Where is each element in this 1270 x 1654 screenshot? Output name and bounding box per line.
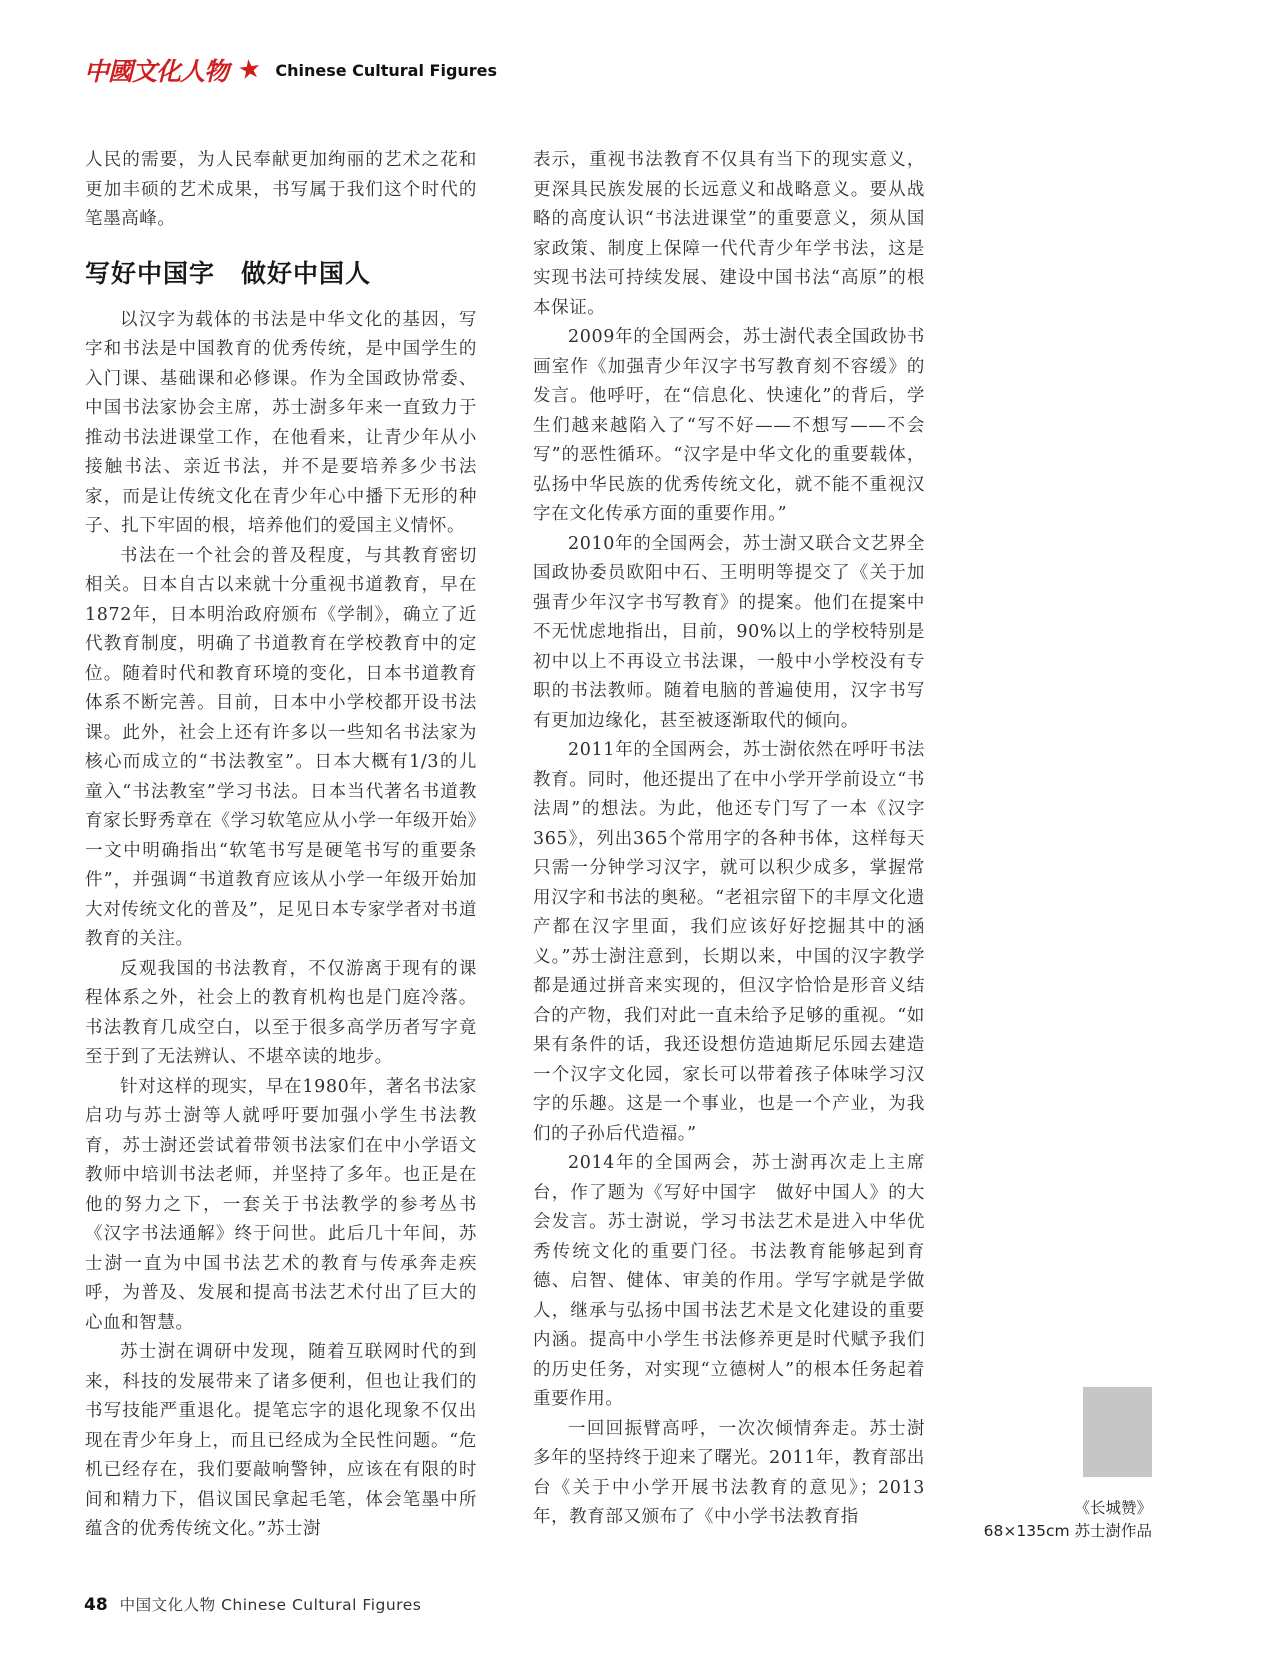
paragraph: 人民的需要，为人民奉献更加绚丽的艺术之花和更加丰硕的艺术成果，书写属于我们这个时代的笔墨高峰。 xyxy=(85,150,477,229)
paragraph: 2014年的全国两会，苏士澍再次走上主席台，作了题为《写好中国字 做好中国人》的大会发言。苏士澍说，学习书法艺术是进入中华优秀传统文化的重要门径。书法教育能够起到育德、启智、健体、审美的作用。学写字就是学做人，继承与弘扬中国书法艺术是文化建设的重要内涵。提高中小学生书法修养更是时代赋予我们的历史任务，对实现“立德树人”的根本任务起着重要作用。 xyxy=(533,1153,925,1409)
paragraph: 以汉字为载体的书法是中华文化的基因，写字和书法是中国教育的优秀传统，是中国学生的入门课、基础课和必修课。作为全国政协常委、中国书法家协会主席，苏士澍多年来一直致力于推动书法进课堂工作，在他看来，让青少年从小接触书法、亲近书法，并不是要培养多少书法家，而是让传统文化在青少年心中播下无形的种子、扎下牢固的根，培养他们的爱国主义情怀。 xyxy=(85,309,477,536)
paragraph: 2009年的全国两会，苏士澍代表全国政协书画室作《加强青少年汉字书写教育刻不容缓》的发言。他呼吁，在“信息化、快速化”的背后，学生们越来越陷入了“写不好——不想写——不会写”的恶性循环。“汉字是中华文化的重要载体，弘扬中华民族的优秀传统文化，就不能不重视汉字在文化传承方面的重要作用。” xyxy=(533,327,925,524)
artwork-figure xyxy=(912,1387,1152,1543)
paragraph: 针对这样的现实，早在1980年，著名书法家启功与苏士澍等人就呼吁要加强小学生书法教育，苏士澍还尝试着带领书法家们在中小学语文教师中培训书法老师，并坚持了多年。也正是在他的努力之下，一套关于书法教学的参考丛书《汉字书法通解》终于问世。此后几十年间，苏士澍一直为中国书法艺术的教育与传承奔走疾呼，为普及、发展和提高书法艺术付出了巨大的心血和智慧。 xyxy=(85,1076,477,1333)
article-column-right xyxy=(533,146,925,1545)
artwork-thumbnail xyxy=(1083,1387,1152,1477)
paragraph: 苏士澍在调研中发现，随着互联网时代的到来，科技的发展带来了诸多便利，但也让我们的书写技能严重退化。提笔忘字的退化现象不仅出现在青少年身上，而且已经成为全民性问题。“危机已经存在，我们要敲响警钟，应该在有限的时间和精力下，倡议国民拿起毛笔，体会笔墨中所蕴含的优秀传统文化。”苏士澍 xyxy=(85,1342,477,1539)
section-heading: 写好中国字 做好中国人 xyxy=(85,258,372,288)
paragraph: 2010年的全国两会，苏士澍又联合文艺界全国政协委员欧阳中石、王明明等提交了《关于加强青少年汉字书写教育》的提案。他们在提案中不无忧虑地指出，目前，90%以上的学校特别是初中以上不再设立书法课，一般中小学校没有专职的书法教师。随着电脑的普遍使用，汉字书写有更加边缘化，甚至被逐渐取代的倾向。 xyxy=(533,533,925,731)
paragraph: 反观我国的书法教育，不仅游离于现有的课程体系之外，社会上的教育机构也是门庭冷落。书法教育几成空白，以至于很多高学历者写字竟至于到了无法辨认、不堪卒读的地步。 xyxy=(85,958,477,1067)
magazine-logo-chinese: 中國文化人物 xyxy=(84,57,229,86)
article-body xyxy=(85,146,925,1545)
article-column-left xyxy=(85,146,477,1545)
artwork-caption-title: 《长城赞》 xyxy=(1074,1499,1152,1517)
artwork-caption xyxy=(912,1497,1152,1543)
page-footer xyxy=(84,1593,421,1615)
paragraph: 一回回振臂高呼，一次次倾情奔走。苏士澍多年的坚持终于迎来了曙光。2011年，教育部出台《关于中小学开展书法教育的意见》；2013年，教育部又颁布了《中小学书法教育指 xyxy=(533,1418,925,1527)
footer-magazine-title: 中国文化人物 Chinese Cultural Figures xyxy=(119,1596,422,1614)
artwork-caption-detail: 68×135cm 苏士澍作品 xyxy=(983,1522,1152,1540)
paragraph: 表示，重视书法教育不仅具有当下的现实意义，更深具民族发展的长远意义和战略意义。要从战略的高度认识“书法进课堂”的重要意义，须从国家政策、制度上保障一代代青少年学书法，这是实现书法可持续发展、建设中国书法“高原”的根本保证。 xyxy=(533,150,925,318)
magazine-logo-english: Chinese Cultural Figures xyxy=(275,60,498,80)
masthead xyxy=(84,52,497,88)
paragraph: 书法在一个社会的普及程度，与其教育密切相关。日本自古以来就十分重视书道教育，早在1872年，日本明治政府颁布《学制》，确立了近代教育制度，明确了书道教育在学校教育中的定位。随着时代和教育环境的变化，日本书道教育体系不断完善。目前，日本中小学校都开设书法课。此外，社会上还有许多以一些知名书法家为核心而成立的“书法教室”。日本大概有1/3的儿童入“书法教室”学习书法。日本当代著名书道教育家长野秀章在《学习软笔应从小学一年级开始》一文中明确指出“软笔书写是硬笔书写的重要条件”，并强调“书道教育应该从小学一年级开始加大对传统文化的普及”，足见日本专家学者对书道教育的关注。 xyxy=(85,545,477,949)
star-icon: ★ xyxy=(236,53,264,87)
paragraph: 2011年的全国两会，苏士澍依然在呼吁书法教育。同时，他还提出了在中小学开学前设立“书法周”的想法。为此，他还专门写了一本《汉字365》，列出365个常用字的各种书体，这样每天只需一分钟学习汉字，就可以积少成多，掌握常用汉字和书法的奥秘。“老祖宗留下的丰厚文化遗产都在汉字里面，我们应该好好挖掘其中的涵义。”苏士澍注意到，长期以来，中国的汉字教学都是通过拼音来实现的，但汉字恰恰是形音义结合的产物，我们对此一直未给予足够的重视。“如果有条件的话，我还设想仿造迪斯尼乐园去建造一个汉字文化园，家长可以带着孩子体味学习汉字的乐趣。这是一个事业，也是一个产业，为我们的子孙后代造福。” xyxy=(533,740,925,1144)
page-number: 48 xyxy=(84,1595,108,1615)
